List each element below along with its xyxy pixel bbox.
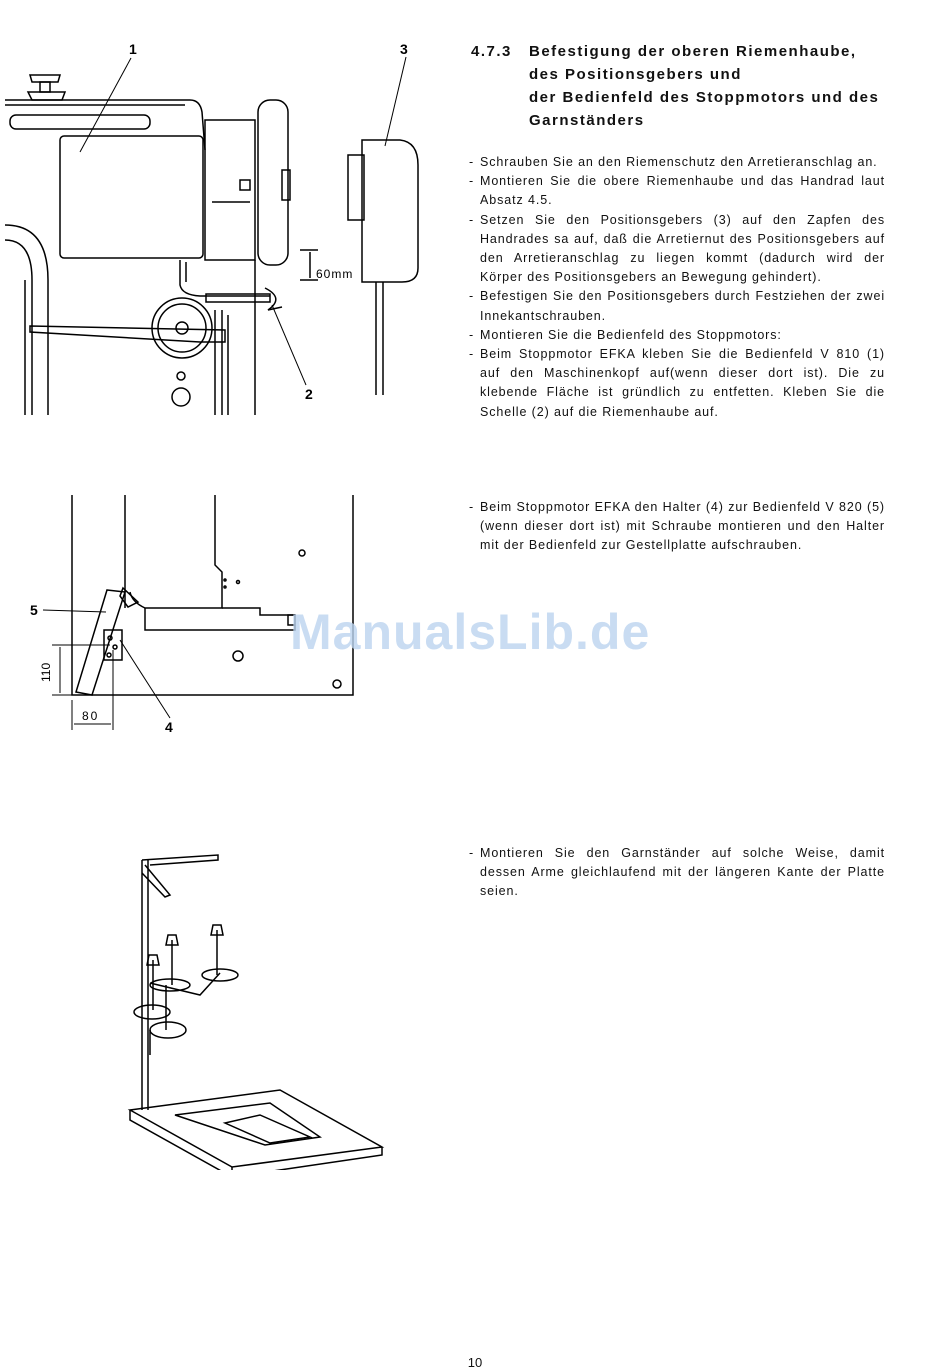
dimension-80: 80 (82, 709, 100, 723)
callout-1: 1 (129, 41, 137, 57)
instructions-group-1 (469, 153, 885, 422)
section-heading (471, 40, 901, 132)
callout-5: 5 (30, 602, 38, 618)
section-title-line-4: Garnständers (529, 112, 645, 129)
page-number: 10 (467, 1355, 483, 1370)
instruction-item: - Befestigen Sie den Positionsgebers durch Festziehen der zwei Innekantschrauben. (469, 287, 885, 325)
instruction-item: - Setzen Sie den Positionsgebers (3) auf den Zapfen des Handrades sa auf, daß die Arretiernut des Positionsgebers auf den Arretieranschlag zu liegen kommt (dadurch wird der Körper des Positionsgebers an Bewegung gehindert). (469, 211, 885, 288)
callout-2: 2 (305, 386, 313, 402)
section-number: 4.7.3 (471, 43, 512, 60)
section-title-line-1: Befestigung der oberen Riemenhaube, (529, 43, 857, 60)
instruction-item: - Montieren Sie die Bedienfeld des Stoppmotors: (469, 326, 885, 345)
figure-thread-stand (120, 845, 400, 1170)
section-title-line-2: des Positionsgebers und (529, 66, 742, 83)
instruction-item: - Beim Stoppmotor EFKA den Halter (4) zur Bedienfeld V 820 (5) (wenn dieser dort ist) mit Schraube montieren und den Halter mit der Bedienfeld zur Gestellplatte aufschrauben. (469, 498, 885, 556)
callout-4: 4 (165, 719, 173, 735)
instructions-group-2 (469, 498, 885, 556)
callout-3: 3 (400, 41, 408, 57)
instruction-item: - Montieren Sie die obere Riemenhaube und das Handrad laut Absatz 4.5. (469, 172, 885, 210)
instructions-group-3 (469, 844, 885, 902)
dimension-110: 110 (39, 662, 53, 682)
figure-machine-head (0, 30, 440, 420)
instruction-item: - Beim Stoppmotor EFKA kleben Sie die Bedienfeld V 810 (1) auf den Maschinenkopf auf(wenn dieser dort ist). Die zu klebende Fläche ist gründlich zu entfetten. Kleben Sie die Schelle (2) auf die Riemenhaube auf. (469, 345, 885, 422)
section-title-line-3: der Bedienfeld des Stoppmotors und des (529, 89, 880, 106)
instruction-item: - Schrauben Sie an den Riemenschutz den Arretieranschlag an. (469, 153, 885, 172)
instruction-item: - Montieren Sie den Garnständer auf solche Weise, damit dessen Arme gleichlaufend mit der längeren Kante der Platte seien. (469, 844, 885, 902)
watermark: ManualsLib.de (290, 604, 651, 660)
dimension-60mm: 60mm (316, 267, 354, 281)
